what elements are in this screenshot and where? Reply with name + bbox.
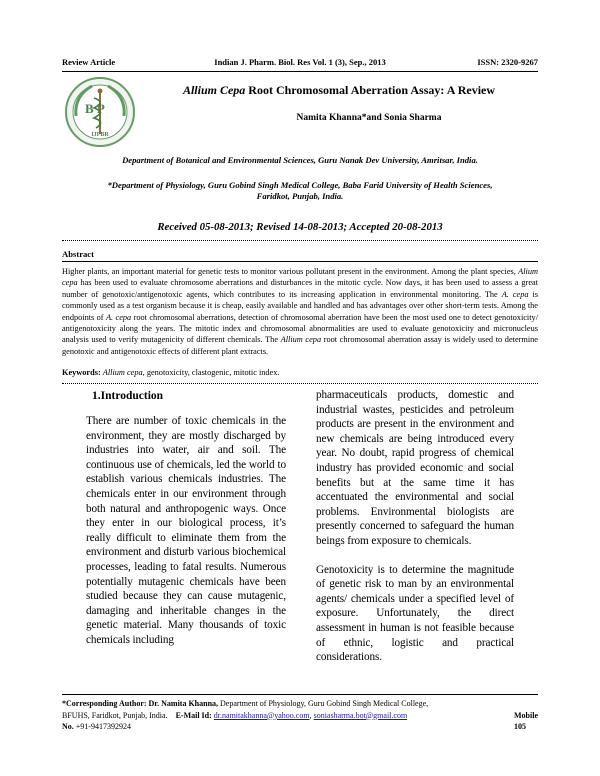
abstract-seg-1: Higher plants, an important material for genetic tests to monitor various pollutant present in the environment. Among the plant species, (62, 267, 519, 276)
mobile-no-label: No. (62, 722, 74, 731)
affiliation-2: *Department of Physiology, Guru Gobind Singh Medical College, Baba Farid University of Health Sciences, (107, 180, 493, 190)
title-species: Allium Cepa (182, 83, 246, 97)
abstract-species-3: A. cepa (105, 312, 132, 322)
journal-logo (64, 76, 136, 148)
affiliation-1: Department of Botanical and Environmental Sciences, Guru Nanak Dev University, Amritsar, India. (122, 155, 478, 165)
intro-heading: 1.Introduction (92, 390, 164, 402)
issn: ISSN: 2320-9267 (477, 57, 538, 67)
keywords-list: , genotoxicity, clastogenic, mitotic index. (142, 368, 280, 377)
received-dates: Received 05-08-2013; Revised 14-08-2013; Accepted 20-08-2013 (157, 221, 443, 233)
keywords-species: Allium cepa (102, 368, 143, 377)
corr-affiliation: Department of Physiology, Guru Gobind Singh Medical College, (218, 699, 429, 708)
journal-name: Indian J. Pharm. Biol. Res Vol. 1 (3), Sep., 2013 (214, 57, 386, 67)
email-link-2[interactable]: soniasharma.bot@gmail.com (313, 710, 408, 720)
abstract-species-2: A. cepa (501, 289, 529, 299)
logo-text: IJPBR (91, 132, 109, 138)
abstract-seg-2: has been used to evaluate chromosome aberrations and disturbances in the mitotic cycle. Now days, it has been used to assess a great number of genotoxic/antigenotoxic agents, which contributes to its increasing application in environmental monitoring. The (62, 278, 538, 299)
abstract-seg-4: root chromosomal aberrations, detection of chromosomal aberration have been the most used one to detect genotoxicity/ antigenotoxicity along the years. The mitotic index and chromosomal abnormalities are used to evaluate genotoxicity and micronucleus analysis used to verify mutagenicity of different chemicals. The (62, 312, 538, 345)
affiliation-3: Faridkot, Punjab, India. (256, 191, 344, 201)
paper-title (140, 83, 538, 98)
intro-left-column (86, 414, 286, 648)
title-rest: Root Chromosomal Aberration Assay: A Review (245, 83, 496, 97)
abstract-species-1: Alium cepa (62, 267, 538, 288)
email-link-1[interactable]: dr.namitakhanna@yahoo.com (213, 710, 310, 720)
email-label: E-Mail Id: (175, 710, 212, 720)
intro-right-paragraph-2: Genotoxicity is to determine the magnitude of genetic risk to man by an environmental agents/ chemicals under a specified level of exposure. Unfortunately, the direct assessment in human is not feasible because of ethnic, logistic and practical considerations. (316, 563, 514, 664)
corr-label: *Corresponding Author: Dr. Namita Khanna, (62, 699, 219, 708)
dotted-rule-top (62, 240, 538, 241)
keywords-label: Keywords: (62, 368, 103, 377)
email-separator: , (309, 710, 314, 720)
abstract-seg-5: root chromosomal aberration assay is widely used to determine genotoxic and antigenotoxic effects of different plant extracts. (62, 335, 538, 356)
page-number: 105 (514, 722, 526, 731)
intro-right-paragraph-1: pharmaceuticals products, domestic and industrial wastes, pesticides and petroleum products are present in the environment and new chemicals are being introduced every year. No doubt, rapid progress of chemical industry has provided economic and social benefits but at the same time it has accentuated the environmental and social problems. Environmental biologists are presently concerned to safeguard the human beings from exposure to chemicals. (316, 389, 514, 547)
logo-letters: B P (85, 101, 105, 116)
footer-rule (62, 694, 538, 695)
authors: Namita Khanna*and Sonia Sharma (296, 113, 442, 123)
intro-left-paragraph: There are number of toxic chemicals in the environment, they are mostly discharged by industries into water, air and soil. The continuous use of chemicals, led the world to establish various chemicals industries. The chemicals enter in our environment through both natural and anthropogenic ways. Once they enter in our biological process, it’s really difficult to eliminate them from the environment and disturb various biochemical processes, leading to fatal results. Numerous potentially mutagenic chemicals have been studied because they can cause mutagenic, damaging and inheritable changes in the genetic material. Many thousands of toxic chemicals including (86, 415, 286, 646)
mobile-label: Mobile (514, 710, 538, 720)
abstract-text (62, 266, 538, 357)
dotted-rule-bottom (62, 383, 538, 384)
mobile-number: +91-9417392924 (73, 722, 131, 731)
abstract-heading: Abstract (62, 249, 94, 259)
abstract-species-4: Allium cepa (280, 335, 322, 345)
intro-right-column (316, 388, 514, 665)
corresponding-author (62, 698, 538, 733)
keywords (62, 368, 279, 377)
abstract-rule (62, 261, 538, 262)
header-rule (62, 71, 538, 72)
abstract-seg-3: is commonly used as a test organism because it is cheap, easily available and handled and has advantages over other short-term tests. Among the endpoints of (62, 289, 539, 322)
corr-location: BFUHS, Faridkot, Punjab, India. (62, 710, 168, 720)
article-type: Review Article (62, 57, 116, 67)
